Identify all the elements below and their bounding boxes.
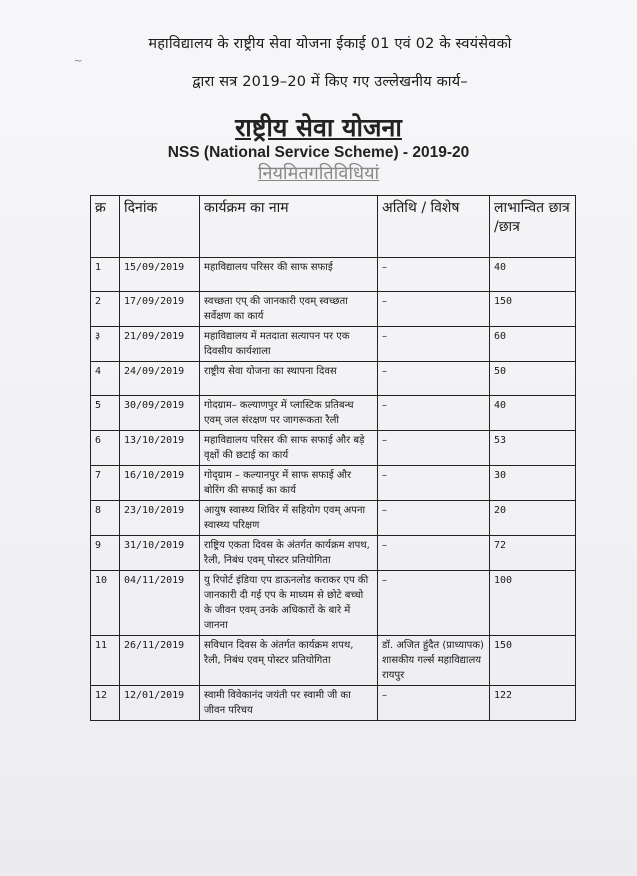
row-guest: – <box>378 327 490 362</box>
table-row <box>91 501 576 536</box>
table-row <box>91 571 576 636</box>
row-date: 23/10/2019 <box>120 501 200 536</box>
row-benefited: 40 <box>490 396 576 431</box>
row-program: गोदग्राम– कल्याणपुर में प्लास्टिक प्रतिबन्ध एवम् जल संरक्षण पर जागरूकता रैली <box>200 396 378 431</box>
row-guest: – <box>378 571 490 636</box>
pen-mark: ~ <box>74 56 83 67</box>
row-date: 24/09/2019 <box>120 362 200 396</box>
table-row <box>91 466 576 501</box>
row-benefited: 150 <box>490 292 576 327</box>
row-guest: डॉ. अजित हुंदैत (प्राध्यापक) शासकीय गर्ल्स महाविद्यालय रायपुर <box>378 636 490 686</box>
row-program: गोद्ग्राम – कल्यानपुर में साफ सफाई और बोरिंग की सफाई का कार्य <box>200 466 378 501</box>
row-program: आयुष स्वास्थ्य शिविर में सहियोग एवम् अपना स्वास्थ्य परिक्षण <box>200 501 378 536</box>
row-guest: – <box>378 686 490 721</box>
row-number: 12 <box>91 686 120 721</box>
row-benefited: 60 <box>490 327 576 362</box>
row-number: 11 <box>91 636 120 686</box>
row-number: 4 <box>91 362 120 396</box>
column-header: दिनांक <box>120 196 200 258</box>
row-program: स्वामी विवेकानंद जयंती पर स्वामी जी का जीवन परिचय <box>200 686 378 721</box>
row-date: 13/10/2019 <box>120 431 200 466</box>
row-program: स्वच्छता एप् की जानकारी एवम् स्वच्छता सर्वेक्षण का कार्य <box>200 292 378 327</box>
row-number: 1 <box>91 258 120 292</box>
row-date: 16/10/2019 <box>120 466 200 501</box>
row-program: राष्ट्रिय एकता दिवस के अंतर्गत कार्यक्रम शपथ, रैली, निबंध एवम् पोस्टर प्रतियोगिता <box>200 536 378 571</box>
row-benefited: 53 <box>490 431 576 466</box>
row-number: 9 <box>91 536 120 571</box>
intro-line-1: महाविद्यालय के राष्ट्रीय सेवा योजना ईकाई 01 एवं 02 के स्वयंसेवको <box>148 36 512 52</box>
row-program: महाविद्यालय परिसर की साफ सफाई और बड़े वृक्षों की छटाई का कार्य <box>200 431 378 466</box>
column-header: कार्यक्रम का नाम <box>200 196 378 258</box>
row-benefited: 30 <box>490 466 576 501</box>
row-guest: – <box>378 466 490 501</box>
row-program: महाविद्यालय परिसर की साफ सफाई <box>200 258 378 292</box>
row-date: 04/11/2019 <box>120 571 200 636</box>
row-date: 21/09/2019 <box>120 327 200 362</box>
row-number: 10 <box>91 571 120 636</box>
row-guest: – <box>378 292 490 327</box>
row-number: ३ <box>91 327 120 362</box>
row-date: 15/09/2019 <box>120 258 200 292</box>
table-row <box>91 431 576 466</box>
row-guest: – <box>378 362 490 396</box>
row-program: यु रिपोर्ट इंडिया एप डाऊनलोड कराकर एप की जानकारी दी गई एप के माध्यम से छोटे बच्चो के जीवन एवम् उनके अधिकारों के बारे में जानना <box>200 571 378 636</box>
table-row <box>91 362 576 396</box>
row-guest: – <box>378 501 490 536</box>
row-guest: – <box>378 431 490 466</box>
row-number: 6 <box>91 431 120 466</box>
row-number: 2 <box>91 292 120 327</box>
intro-line-2: द्वारा सत्र 2019–20 में किए गए उल्लेखनीय कार्य– <box>192 74 468 90</box>
row-date: 30/09/2019 <box>120 396 200 431</box>
table-row <box>91 686 576 721</box>
row-benefited: 122 <box>490 686 576 721</box>
table-row <box>91 292 576 327</box>
row-number: 7 <box>91 466 120 501</box>
section-heading: नियमितगतिविधियां <box>257 163 380 184</box>
row-date: 17/09/2019 <box>120 292 200 327</box>
activities-table <box>90 195 576 721</box>
row-guest: – <box>378 396 490 431</box>
table-row <box>91 636 576 686</box>
row-number: 8 <box>91 501 120 536</box>
row-benefited: 50 <box>490 362 576 396</box>
row-program: सविधान दिवस के अंतर्गत कार्यक्रम शपथ, रैली, निबंध एवम् पोस्टर प्रतियोगिता <box>200 636 378 686</box>
row-guest: – <box>378 258 490 292</box>
table-row <box>91 327 576 362</box>
row-guest: – <box>378 536 490 571</box>
table-row <box>91 536 576 571</box>
column-header: क्र <box>91 196 120 258</box>
row-date: 12/01/2019 <box>120 686 200 721</box>
row-benefited: 20 <box>490 501 576 536</box>
row-program: राष्ट्रीय सेवा योजना का स्थापना दिवस <box>200 362 378 396</box>
row-date: 26/11/2019 <box>120 636 200 686</box>
row-benefited: 100 <box>490 571 576 636</box>
page-title: राष्ट्रीय सेवा योजना <box>235 113 402 142</box>
row-program: महाविद्यालय में मतदाता सत्यापन पर एक दिवसीय कार्यशाला <box>200 327 378 362</box>
row-benefited: 150 <box>490 636 576 686</box>
table-row <box>91 396 576 431</box>
table-body <box>91 258 576 721</box>
column-header: लाभान्वित छात्र /छात्र <box>490 196 576 258</box>
table-row <box>91 258 576 292</box>
row-benefited: 72 <box>490 536 576 571</box>
table-header-row <box>91 196 576 258</box>
row-date: 31/10/2019 <box>120 536 200 571</box>
page-subtitle: NSS (National Service Scheme) - 2019-20 <box>167 144 470 161</box>
column-header: अतिथि / विशेष <box>378 196 490 258</box>
row-benefited: 40 <box>490 258 576 292</box>
row-number: 5 <box>91 396 120 431</box>
